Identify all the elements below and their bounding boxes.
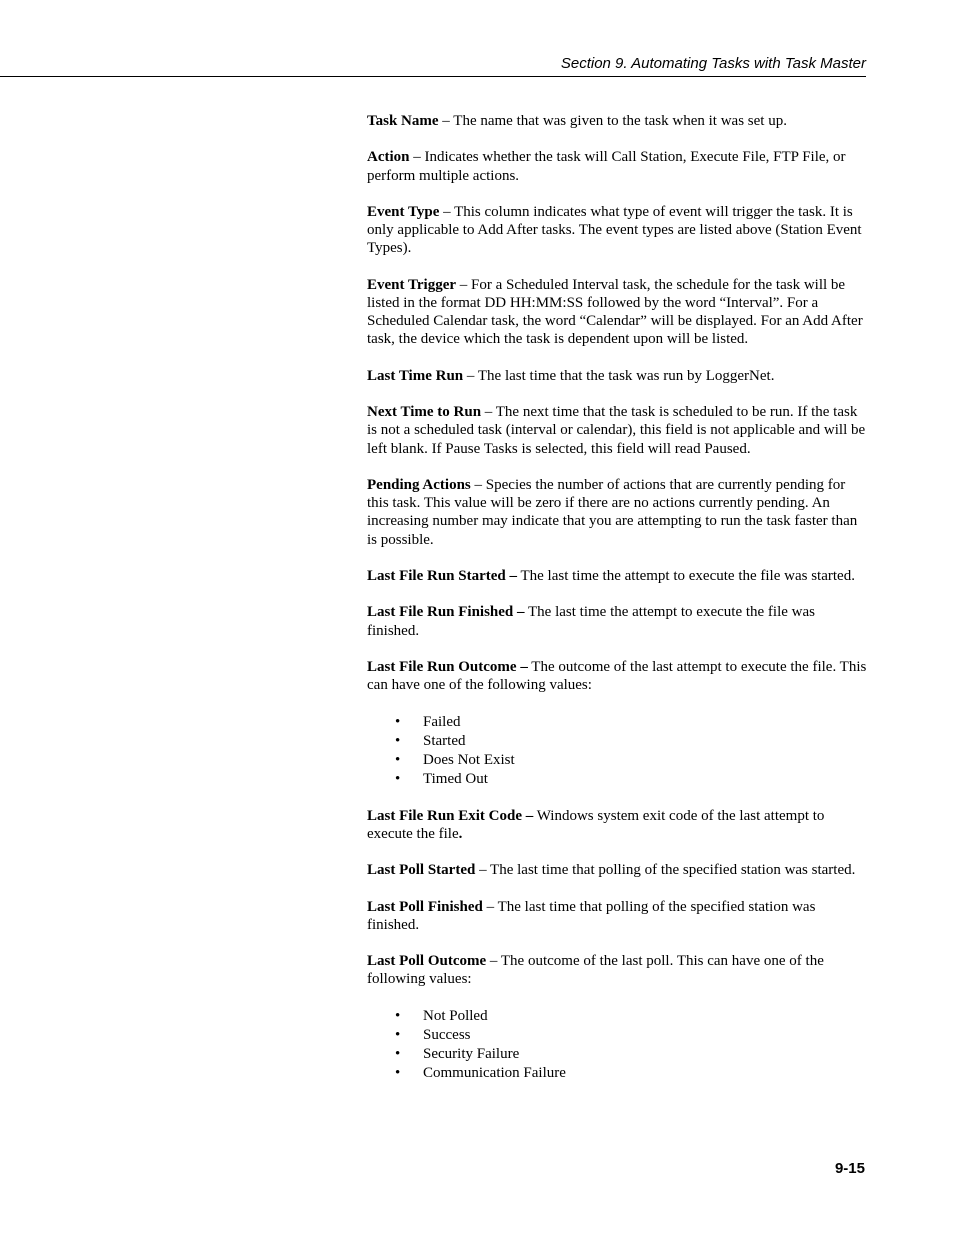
term: Task Name [367, 113, 439, 129]
description: The outcome of the last attempt to execute the file. This can have one of the following values: [367, 658, 867, 694]
bullet-icon: • [395, 1046, 401, 1063]
entry-event-type [367, 203, 867, 258]
entry-next-time-to-run [367, 403, 867, 458]
description: – The last time that polling of the specified station was finished. [367, 898, 816, 933]
entry-last-time-run [367, 367, 867, 385]
entry-pending-actions [367, 476, 867, 549]
list-item-label: Success [423, 1027, 471, 1044]
bullet-icon: • [395, 771, 401, 788]
term: Event Type [367, 203, 440, 220]
main-content [367, 112, 867, 1101]
list-item [367, 732, 867, 751]
term: Last File Run Finished – [367, 604, 525, 621]
section-title: Section 9. Automating Tasks with Task Master [560, 55, 866, 72]
list-item [367, 1026, 867, 1045]
entry-last-file-run-outcome [367, 658, 867, 694]
page-header [0, 53, 866, 77]
entry-task-name [367, 112, 867, 130]
term: Last File Run Outcome – [367, 658, 528, 675]
description: Windows system exit code of the last attempt to execute the file [367, 807, 825, 842]
list-item-label: Not Polled [423, 1007, 488, 1024]
description: – The outcome of the last poll. This can have one of the following values: [367, 953, 824, 988]
bullet-icon: • [395, 1065, 401, 1082]
entry-last-poll-outcome [367, 952, 867, 988]
entry-last-file-run-started [367, 567, 867, 585]
term: Last Time Run [367, 367, 464, 384]
description: – Indicates whether the task will Call Station, Execute File, FTP File, or perform multiple actions. [367, 149, 846, 184]
entry-action [367, 148, 867, 184]
description: – The next time that the task is scheduled to be run. If the task is not a scheduled task (interval or calendar), this field is not applicable and will be left blank. If Pause Tasks is selected, this field will read Paused. [367, 404, 866, 457]
bullet-icon: • [395, 1027, 401, 1044]
term: Last File Run Exit Code – [367, 807, 534, 824]
list-item-label: Security Failure [423, 1046, 520, 1063]
description: – This column indicates what type of event will trigger the task. It is only applicable to Add After tasks. The event types are listed above (Station Event Types). [367, 203, 862, 257]
term: Next Time to Run [367, 404, 482, 421]
bullet-icon: • [395, 1007, 401, 1024]
list-item [367, 1045, 867, 1064]
list-item [367, 713, 867, 732]
description: – Species the number of actions that are currently pending for this task. This value will be zero if there are no actions currently pending. An increasing number may indicate that you are attempting to run the task faster than is possible. [367, 476, 858, 548]
list-item [367, 770, 867, 789]
bullet-icon: • [395, 732, 401, 749]
description: The last time the attempt to execute the file was started. [517, 567, 855, 584]
description: – For a Scheduled Interval task, the schedule for the task will be listed in the format DD HH:MM:SS followed by the word “Interval”. For a Scheduled Calendar task, the word “Calendar” will be displayed. For an Add After task, the device which the task is dependent upon will be listed. [367, 276, 863, 348]
description: The last time the attempt to execute the file was finished. [367, 604, 815, 639]
entry-last-poll-finished [367, 898, 867, 934]
bullet-icon: • [395, 713, 401, 730]
term: Last File Run Started – [367, 567, 517, 584]
list-item-label: Timed Out [423, 771, 488, 788]
list-item [367, 751, 867, 770]
term: Action [367, 149, 410, 166]
bullet-icon: • [395, 751, 401, 768]
description: – The name that was given to the task when it was set up. [438, 113, 787, 129]
file-outcome-list [367, 713, 867, 790]
list-item-label: Communication Failure [423, 1065, 566, 1082]
list-item [367, 1064, 867, 1083]
poll-outcome-list [367, 1007, 867, 1084]
entry-last-poll-started [367, 861, 867, 879]
entry-event-trigger [367, 276, 867, 349]
list-item [367, 1007, 867, 1026]
entry-last-file-run-finished [367, 603, 867, 639]
trailing-period: . [458, 825, 463, 842]
entry-last-file-run-exit-code [367, 807, 867, 843]
term: Event Trigger [367, 276, 457, 293]
term: Last Poll Finished [367, 898, 483, 915]
description: – The last time that polling of the specified station was started. [475, 862, 856, 879]
term: Pending Actions [367, 476, 471, 493]
term: Last Poll Started [367, 862, 476, 879]
page-number: 9-15 [834, 1160, 865, 1177]
list-item-label: Does Not Exist [423, 751, 515, 768]
list-item-label: Failed [423, 713, 461, 730]
term: Last Poll Outcome [367, 953, 487, 970]
list-item-label: Started [423, 732, 466, 749]
description: – The last time that the task was run by LoggerNet. [463, 367, 775, 384]
